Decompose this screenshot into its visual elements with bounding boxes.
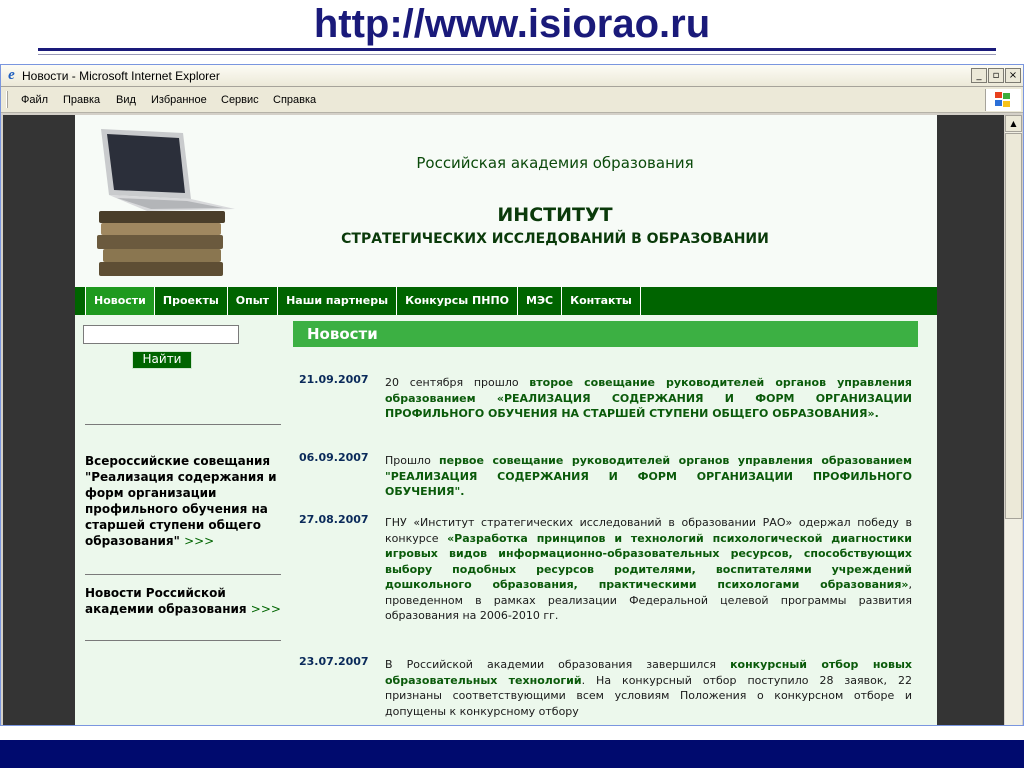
site-nav xyxy=(75,287,937,315)
web-page xyxy=(75,115,937,725)
nav-contests[interactable]: Конкурсы ПНПО xyxy=(397,287,518,315)
news-date: 21.09.2007 xyxy=(299,373,369,386)
menu-edit[interactable]: Правка xyxy=(63,94,101,106)
menu-tools[interactable]: Сервис xyxy=(221,94,259,106)
windows-flag-icon xyxy=(995,92,1012,108)
sidebar-divider xyxy=(85,574,281,575)
sidebar-divider xyxy=(85,640,281,641)
sidebar-link-text: Новости Российской академии образования xyxy=(85,586,247,616)
slide-title: http://www.isiorao.ru xyxy=(313,2,711,46)
nav-partners[interactable]: Наши партнеры xyxy=(278,287,397,315)
scroll-up-arrow-icon[interactable]: ▲ xyxy=(1005,115,1022,132)
search-button[interactable]: Найти xyxy=(132,351,192,369)
sidebar-link-rao-news[interactable] xyxy=(85,585,285,617)
nav-experience[interactable]: Опыт xyxy=(228,287,278,315)
minimize-button[interactable]: _ xyxy=(971,68,987,83)
news-text-run: ГНУ «Институт стратегических исследований в образовании РАО» одержал победу в конкурсе xyxy=(385,516,912,545)
menu-favorites[interactable]: Избранное xyxy=(151,94,207,106)
more-link[interactable]: >>> xyxy=(184,534,215,548)
news-item[interactable] xyxy=(385,515,912,624)
news-item[interactable] xyxy=(385,657,912,719)
institute-title: ИНСТИТУТ xyxy=(497,204,613,226)
news-link[interactable]: второе совещание руководителей органов управления образованием «РЕАЛИЗАЦИЯ СОДЕРЖАНИЯ И ФОРМ ОРГАНИЗАЦИИ ПРОФИЛЬНОГО ОБУЧЕНИЯ НА СТАРШЕЙ СТУПЕНИ ОБЩЕГО ОБРАЗОВАНИЯ». xyxy=(385,376,912,420)
footer-band xyxy=(0,740,1024,768)
news-date: 23.07.2007 xyxy=(299,655,369,668)
news-item[interactable] xyxy=(385,375,912,422)
news-text-run: , проведенном в рамках реализации Федеральной целевой программы развития образования на 2006-2010 гг. xyxy=(385,578,912,622)
browser-titlebar[interactable] xyxy=(1,65,1023,87)
menu-view[interactable]: Вид xyxy=(116,94,136,106)
browser-viewport xyxy=(3,115,1004,725)
news-item[interactable] xyxy=(385,453,912,500)
nav-news[interactable]: Новости xyxy=(85,287,155,315)
institute-subtitle: СТРАТЕГИЧЕСКИХ ИССЛЕДОВАНИЙ В ОБРАЗОВАНИИ xyxy=(341,231,769,247)
browser-window xyxy=(0,64,1024,726)
toolbar-grip[interactable] xyxy=(6,91,8,108)
title-underline-thin xyxy=(38,54,996,55)
nav-mes[interactable]: МЭС xyxy=(518,287,562,315)
close-button[interactable]: × xyxy=(1005,68,1021,83)
scroll-thumb[interactable] xyxy=(1005,133,1022,519)
title-underline-thick xyxy=(38,48,996,51)
news-heading: Новости xyxy=(293,321,918,347)
news-text-run: 20 сентября прошло xyxy=(385,376,530,389)
nav-projects[interactable]: Проекты xyxy=(155,287,228,315)
site-header xyxy=(75,115,937,287)
ie-logo-icon: e xyxy=(8,67,15,83)
news-link[interactable]: «Разработка принципов и технологий психологической диагностики игровых видов информационно-образовательных ресурсов, способствующих выбору подобных ресурсов родителями, воспитателями учреждений дошкольного образования, практическими психологами образования» xyxy=(385,531,913,591)
news-link[interactable]: первое совещание руководителей органов управления образованием "РЕАЛИЗАЦИЯ СОДЕРЖАНИЯ И ФОРМ ОРГАНИЗАЦИИ ПРОФИЛЬНОГО ОБУЧЕНИЯ". xyxy=(385,454,912,498)
menu-help[interactable]: Справка xyxy=(273,94,317,106)
news-date: 06.09.2007 xyxy=(299,451,369,464)
throbber xyxy=(985,89,1021,111)
menu-file[interactable]: Файл xyxy=(21,94,49,106)
news-text-run: . На конкурсный отбор поступило 28 заявок, 22 признаны соответствующими всем условиям Положения о конкурсном отборе и допущены к конкурсному отбору xyxy=(385,673,912,718)
news-date: 27.08.2007 xyxy=(299,513,369,526)
news-text-run: В Российской академии образования завершился xyxy=(385,658,731,671)
sidebar-link-meetings[interactable] xyxy=(85,453,285,549)
maximize-button[interactable]: ▫ xyxy=(988,68,1004,83)
news-text-run: Прошло xyxy=(385,454,440,467)
sidebar-link-text: Всероссийские совещания "Реализация содержания и форм организации профильного обучения на старшей ступени общего образования" xyxy=(85,454,277,548)
sidebar-divider xyxy=(85,424,281,425)
news-link[interactable]: конкурсный отбор новых образовательных технологий xyxy=(385,658,912,687)
search-input[interactable] xyxy=(83,325,239,344)
laptop-on-books-image xyxy=(87,129,239,279)
menu-bar xyxy=(1,87,1023,113)
window-title: Новости - Microsoft Internet Explorer xyxy=(22,69,220,83)
more-link[interactable]: >>> xyxy=(250,602,281,616)
academy-name: Российская академия образования xyxy=(416,154,694,172)
vertical-scrollbar[interactable] xyxy=(1005,115,1022,725)
nav-contacts[interactable]: Контакты xyxy=(562,287,641,315)
